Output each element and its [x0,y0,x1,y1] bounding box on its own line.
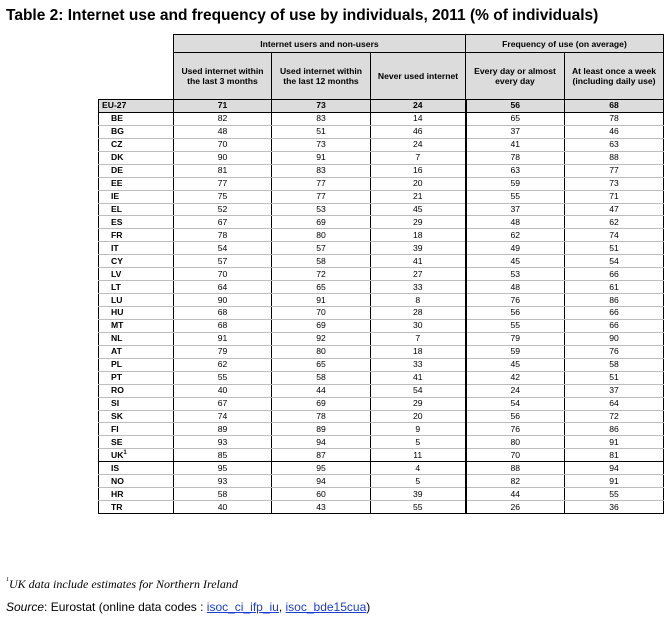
value-cell: 29 [371,397,466,410]
value-cell: 70 [174,268,272,281]
value-cell: 93 [174,475,272,488]
value-cell: 4 [371,462,466,475]
country-cell: IE [99,190,174,203]
value-cell: 76 [565,345,664,358]
value-cell: 24 [371,100,466,113]
country-cell: EL [99,203,174,216]
value-cell: 82 [466,475,565,488]
value-cell: 61 [565,281,664,294]
column-header: Used internet within the last 3 months [174,53,272,100]
country-cell: FI [99,423,174,436]
country-footnote-marker: 1 [123,449,127,456]
column-header: Never used internet [371,53,466,100]
value-cell: 82 [174,112,272,125]
value-cell: 48 [466,281,565,294]
value-cell: 65 [272,281,371,294]
value-cell: 54 [466,397,565,410]
country-cell: IS [99,462,174,475]
table-row [99,177,664,190]
value-cell: 80 [272,345,371,358]
value-cell: 45 [371,203,466,216]
table-row [99,319,664,332]
table-title: Table 2: Internet use and frequency of use by individuals, 2011 (% of individuals) [6,7,599,24]
source-text: : Eurostat (online data codes : [44,600,207,614]
value-cell: 80 [272,229,371,242]
country-cell: NO [99,475,174,488]
country-cell: BG [99,125,174,138]
value-cell: 45 [466,255,565,268]
value-cell: 20 [371,177,466,190]
value-cell: 88 [565,151,664,164]
value-cell: 54 [565,255,664,268]
value-cell: 70 [272,307,371,320]
value-cell: 79 [466,332,565,345]
table-row [99,125,664,138]
value-cell: 29 [371,216,466,229]
table-row [99,294,664,307]
table-row [99,345,664,358]
value-cell: 58 [565,358,664,371]
value-cell: 55 [174,371,272,384]
value-cell: 9 [371,423,466,436]
table-row [99,384,664,397]
table-row [99,397,664,410]
value-cell: 81 [565,449,664,462]
value-cell: 62 [174,358,272,371]
value-cell: 72 [272,268,371,281]
source-line [6,600,370,614]
value-cell: 67 [174,397,272,410]
value-cell: 77 [174,177,272,190]
table-row [99,410,664,423]
value-cell: 78 [466,151,565,164]
value-cell: 55 [565,488,664,501]
country-cell: MT [99,319,174,332]
value-cell: 37 [466,203,565,216]
country-cell: PL [99,358,174,371]
value-cell: 26 [466,501,565,514]
country-cell: $UK^1$ [99,449,174,462]
value-cell: 48 [174,125,272,138]
table-row [99,371,664,384]
value-cell: 94 [565,462,664,475]
value-cell: 44 [466,488,565,501]
value-cell: 94 [272,436,371,449]
value-cell: 52 [174,203,272,216]
value-cell: 30 [371,319,466,332]
value-cell: 46 [371,125,466,138]
table-body [99,100,664,514]
value-cell: 66 [565,268,664,281]
value-cell: 49 [466,242,565,255]
country-cell: CZ [99,138,174,151]
value-cell: 48 [466,216,565,229]
value-cell: 60 [272,488,371,501]
value-cell: 69 [272,319,371,332]
footnote-text: UK data include estimates for Northern Ireland [9,577,238,591]
value-cell: 53 [272,203,371,216]
value-cell: 18 [371,345,466,358]
value-cell: 47 [565,203,664,216]
country-cell: AT [99,345,174,358]
value-cell: 63 [466,164,565,177]
value-cell: 64 [174,281,272,294]
value-cell: 90 [174,294,272,307]
value-cell: 67 [174,216,272,229]
value-cell: 59 [466,177,565,190]
table-row [99,449,664,462]
value-cell: 92 [272,332,371,345]
column-header: Every day or almost every day [466,53,565,100]
table-row [99,488,664,501]
value-cell: 80 [466,436,565,449]
value-cell: 91 [272,294,371,307]
table-row [99,151,664,164]
table-row [99,358,664,371]
value-cell: 5 [371,475,466,488]
value-cell: 11 [371,449,466,462]
value-cell: 41 [466,138,565,151]
table-row [99,112,664,125]
value-cell: 77 [272,177,371,190]
value-cell: 55 [466,190,565,203]
source-close: ) [366,600,371,614]
value-cell: 46 [565,125,664,138]
value-cell: 78 [565,112,664,125]
value-cell: 74 [174,410,272,423]
value-cell: 58 [272,371,371,384]
value-cell: 69 [272,216,371,229]
value-cell: 40 [174,501,272,514]
value-cell: 69 [272,397,371,410]
value-cell: 51 [272,125,371,138]
country-cell: SI [99,397,174,410]
value-cell: 8 [371,294,466,307]
country-cell: DE [99,164,174,177]
value-cell: 37 [565,384,664,397]
country-cell: FR [99,229,174,242]
value-cell: 79 [174,345,272,358]
country-cell: IT [99,242,174,255]
source-link[interactable]: isoc_ci_ifp_iu [206,600,279,614]
value-cell: 89 [272,423,371,436]
value-cell: 91 [565,436,664,449]
internet-use-table [98,34,664,514]
value-cell: 70 [466,449,565,462]
value-cell: 59 [466,345,565,358]
value-cell: 55 [371,501,466,514]
value-cell: 33 [371,358,466,371]
value-cell: 58 [272,255,371,268]
table-row [99,216,664,229]
source-label: Source [6,600,45,614]
corner-cell [99,35,174,100]
country-cell: PT [99,371,174,384]
value-cell: 70 [174,138,272,151]
value-cell: 78 [272,410,371,423]
value-cell: 85 [174,449,272,462]
value-cell: 73 [272,138,371,151]
country-cell: SE [99,436,174,449]
value-cell: 36 [565,501,664,514]
group-header-row [99,35,664,53]
value-cell: 58 [174,488,272,501]
country-cell: CY [99,255,174,268]
country-cell: EU-27 [99,100,174,113]
value-cell: 56 [466,410,565,423]
value-cell: 76 [466,423,565,436]
value-cell: 51 [565,242,664,255]
source-separator: , [278,600,286,614]
value-cell: 88 [466,462,565,475]
value-cell: 54 [174,242,272,255]
value-cell: 16 [371,164,466,177]
country-cell: LV [99,268,174,281]
value-cell: 45 [466,358,565,371]
value-cell: 56 [466,307,565,320]
value-cell: 71 [565,190,664,203]
value-cell: 24 [371,138,466,151]
value-cell: 89 [174,423,272,436]
table-row [99,332,664,345]
table-row [99,462,664,475]
value-cell: 53 [466,268,565,281]
table-row [99,268,664,281]
footnote [6,577,238,592]
table-row [99,229,664,242]
value-cell: 71 [174,100,272,113]
value-cell: 78 [174,229,272,242]
value-cell: 57 [272,242,371,255]
column-header-row [99,53,664,100]
country-cell: HU [99,307,174,320]
value-cell: 91 [174,332,272,345]
value-cell: 91 [272,151,371,164]
value-cell: 14 [371,112,466,125]
table-row [99,307,664,320]
country-cell: SK [99,410,174,423]
table-row [99,242,664,255]
value-cell: 68 [174,319,272,332]
footnote-marker: 1 [6,577,9,583]
value-cell: 73 [565,177,664,190]
table-row [99,423,664,436]
value-cell: 95 [174,462,272,475]
value-cell: 51 [565,371,664,384]
value-cell: 74 [565,229,664,242]
table-row [99,436,664,449]
value-cell: 66 [565,307,664,320]
value-cell: 62 [565,216,664,229]
country-cell: HR [99,488,174,501]
value-cell: 77 [272,190,371,203]
value-cell: 86 [565,294,664,307]
table-row [99,138,664,151]
table-row [99,203,664,216]
group-header-frequency: Frequency of use (on average) [466,35,664,53]
value-cell: 43 [272,501,371,514]
value-cell: 44 [272,384,371,397]
value-cell: 41 [371,255,466,268]
value-cell: 62 [466,229,565,242]
group-header-users: Internet users and non-users [174,35,466,53]
value-cell: 91 [565,475,664,488]
value-cell: 39 [371,242,466,255]
country-cell: ES [99,216,174,229]
table-row [99,190,664,203]
country-cell: NL [99,332,174,345]
value-cell: 93 [174,436,272,449]
value-cell: 28 [371,307,466,320]
value-cell: 42 [466,371,565,384]
value-cell: 27 [371,268,466,281]
value-cell: 21 [371,190,466,203]
value-cell: 81 [174,164,272,177]
column-header: Used internet within the last 12 months [272,53,371,100]
country-cell: BE [99,112,174,125]
value-cell: 57 [174,255,272,268]
value-cell: 56 [466,100,565,113]
table-row [99,164,664,177]
country-cell: LU [99,294,174,307]
value-cell: 5 [371,436,466,449]
value-cell: 18 [371,229,466,242]
value-cell: 66 [565,319,664,332]
value-cell: 20 [371,410,466,423]
column-header: At least once a week (including daily use) [565,53,664,100]
country-cell: TR [99,501,174,514]
value-cell: 76 [466,294,565,307]
value-cell: 39 [371,488,466,501]
table-row [99,281,664,294]
value-cell: 86 [565,423,664,436]
value-cell: 7 [371,151,466,164]
value-cell: 73 [272,100,371,113]
value-cell: 55 [466,319,565,332]
value-cell: 75 [174,190,272,203]
table-row [99,501,664,514]
value-cell: 90 [174,151,272,164]
value-cell: 83 [272,164,371,177]
value-cell: 90 [565,332,664,345]
value-cell: 64 [565,397,664,410]
country-cell: EE [99,177,174,190]
value-cell: 7 [371,332,466,345]
country-cell: RO [99,384,174,397]
value-cell: 65 [272,358,371,371]
value-cell: 54 [371,384,466,397]
value-cell: 83 [272,112,371,125]
value-cell: 72 [565,410,664,423]
value-cell: 37 [466,125,565,138]
value-cell: 41 [371,371,466,384]
value-cell: 24 [466,384,565,397]
table-row [99,475,664,488]
table-row [99,255,664,268]
value-cell: 68 [174,307,272,320]
value-cell: 33 [371,281,466,294]
value-cell: 95 [272,462,371,475]
country-cell: DK [99,151,174,164]
source-link[interactable]: isoc_bde15cua [285,600,367,614]
value-cell: 94 [272,475,371,488]
value-cell: 68 [565,100,664,113]
value-cell: 40 [174,384,272,397]
country-cell: LT [99,281,174,294]
table-row-eu27 [99,100,664,113]
value-cell: 65 [466,112,565,125]
value-cell: 87 [272,449,371,462]
value-cell: 63 [565,138,664,151]
value-cell: 77 [565,164,664,177]
